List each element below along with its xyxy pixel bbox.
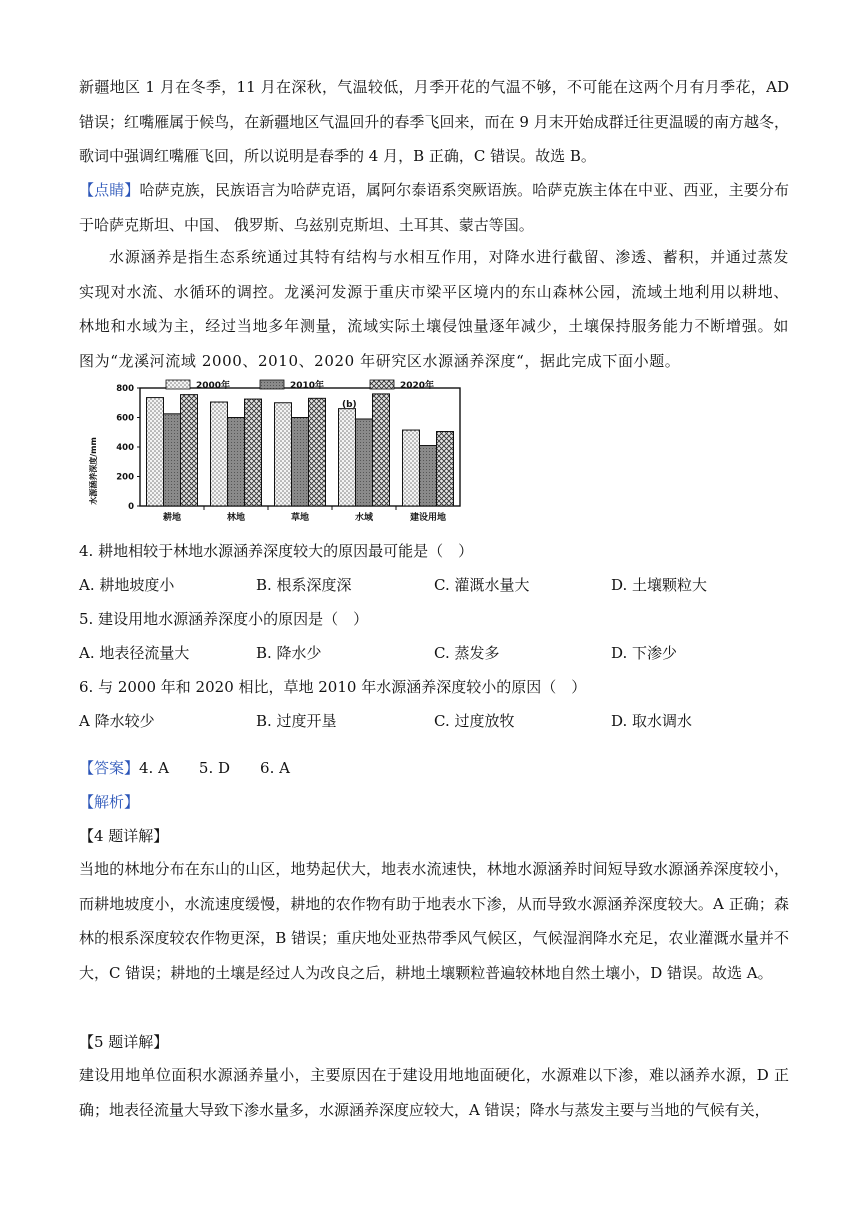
chart-x-tick-label: 耕地 — [162, 513, 182, 523]
q5-option-a[interactable]: A. 地表径流量大 — [79, 644, 190, 662]
chart-bar-1 — [275, 403, 292, 506]
answer-text: 4. A 5. D 6. A — [139, 759, 290, 777]
chart-legend-swatch — [260, 380, 284, 389]
q6-option-b[interactable]: B. 过度开垦 — [256, 712, 337, 730]
chart-x-tick-label: 水域 — [354, 513, 374, 523]
chart-x-tick-label: 林地 — [226, 513, 246, 523]
chart-bar-2 — [164, 414, 181, 506]
question-5-stem: 5. 建设用地水源涵养深度小的原因是（ ） — [79, 610, 369, 628]
chart-legend-label: 2000年 — [196, 381, 231, 391]
q4-option-c[interactable]: C. 灌溉水量大 — [434, 576, 530, 594]
chart-bar-2 — [420, 446, 437, 506]
question-5-options — [79, 642, 799, 666]
dianjing-paragraph — [79, 173, 789, 242]
chart-bar-3 — [437, 432, 454, 506]
chart-bar-2 — [292, 418, 309, 507]
chart-bar-1 — [147, 398, 164, 506]
question-6-stem: 6. 与 2000 年和 2020 相比，草地 2010 年水源涵养深度较小的原因（ ） — [79, 678, 587, 696]
chart-legend-label: 2020年 — [400, 381, 435, 391]
water-conservation-chart — [84, 376, 464, 532]
q5-option-b[interactable]: B. 降水少 — [256, 644, 322, 662]
q5-detail-heading: 【5 题详解】 — [79, 1033, 169, 1051]
chart-bar-3 — [373, 394, 390, 506]
chart-y-tick-label: 0 — [128, 502, 134, 512]
q4-detail-heading: 【4 题详解】 — [79, 827, 169, 845]
analysis-label: 【解析】 — [79, 793, 140, 811]
chart-bar-2 — [356, 419, 373, 506]
chart-y-tick-label: 800 — [116, 384, 134, 394]
q5-option-d[interactable]: D. 下渗少 — [611, 644, 678, 662]
q5-option-c[interactable]: C. 蒸发多 — [434, 644, 500, 662]
chart-svg — [84, 376, 464, 532]
material-paragraph: 水源涵养是指生态系统通过其特有结构与水相互作用，对降水进行截留、渗透、蓄积，并通过蒸发实现对水流、水循环的调控。龙溪河发源于重庆市梁平区境内的东山森林公园，流域土地利用以耕地、林地和水域为主，经过当地多年测量，流域实际土壤侵蚀量逐年减少，土壤保持服务能力不断增强。如图为“龙溪河流域 2000、2010、2020 年研究区水源涵养深度“，据此完成下面小题。 — [79, 248, 789, 370]
chart-bar-3 — [309, 398, 326, 506]
chart-annotation: (b) — [342, 400, 357, 410]
chart-bar-2 — [228, 418, 245, 507]
q6-option-a[interactable]: A 降水较少 — [79, 712, 155, 730]
q5-detail-text: 建设用地单位面积水源涵养量小，主要原因在于建设用地地面硬化，水源难以下渗，难以涵养水源，D 正确；地表径流量大导致下渗水量多，水源涵养深度应较大，A 错误；降水与蒸发主要与当地的气候有关， — [79, 1066, 789, 1119]
answer-line — [79, 757, 290, 778]
dianjing-text: 哈萨克族，民族语言为哈萨克语，属阿尔泰语系突厥语族。哈萨克族主体在中亚、西亚，主要分布于哈萨克斯坦、中国、 俄罗斯、乌兹别克斯坦、土耳其、蒙古等国。 — [79, 181, 789, 234]
chart-bar-1 — [339, 409, 356, 506]
chart-y-tick-label: 200 — [116, 472, 134, 483]
chart-bar-3 — [245, 399, 262, 506]
chart-y-tick-label: 400 — [116, 443, 134, 453]
question-4-stem: 4. 耕地相较于林地水源涵养深度较大的原因最可能是（ ） — [79, 542, 474, 560]
q4-option-b[interactable]: B. 根系深度深 — [256, 576, 352, 594]
chart-legend-label: 2010年 — [290, 381, 325, 391]
q4-option-d[interactable]: D. 土壤颗粒大 — [611, 576, 708, 594]
chart-legend-swatch — [166, 380, 190, 389]
chart-x-tick-label: 建设用地 — [409, 513, 447, 523]
chart-y-tick-label: 600 — [116, 413, 134, 424]
q6-option-c[interactable]: C. 过度放牧 — [434, 712, 515, 730]
q4-detail-text: 当地的林地分布在东山的山区，地势起伏大，地表水流速快，林地水源涵养时间短导致水源涵养深度较小，而耕地坡度小，水流速度缓慢，耕地的农作物有助于地表水下渗，从而导致水源涵养深度较大。A 正确；森林的根系深度较农作物更深，B 错误；重庆地处亚热带季风气候区，气候湿润降水充足，农业灌溉水量并不大，C 错误；耕地的土壤是经过人为改良之后，耕地土壤颗粒普遍较林地自然土壤小，D 错误。故选 A。 — [79, 860, 789, 982]
question-4-options — [79, 574, 799, 598]
dianjing-label: 【点睛】 — [79, 181, 140, 199]
question-6-options — [79, 710, 799, 734]
q6-option-d[interactable]: D. 取水调水 — [611, 712, 693, 730]
chart-y-axis-label: 水源涵养深度/mm — [89, 437, 98, 505]
q4-option-a[interactable]: A. 耕地坡度小 — [79, 576, 175, 594]
intro-paragraph: 新疆地区 1 月在冬季，11 月在深秋，气温较低，月季开花的气温不够，不可能在这两个月有月季花，AD 错误；红嘴雁属于候鸟，在新疆地区气温回升的春季飞回来，而在 9 月末开始成群迁往更温暖的南方越冬，歌词中强调红嘴雁飞回，所以说明是春季的 4 月，B 正确，C 错误。故选 B。 — [79, 78, 789, 165]
chart-bar-3 — [181, 395, 198, 506]
chart-x-tick-label: 草地 — [290, 513, 310, 523]
chart-bar-1 — [403, 430, 420, 506]
chart-bar-1 — [211, 402, 228, 506]
answer-label: 【答案】 — [79, 759, 140, 777]
chart-legend-swatch — [370, 380, 394, 389]
